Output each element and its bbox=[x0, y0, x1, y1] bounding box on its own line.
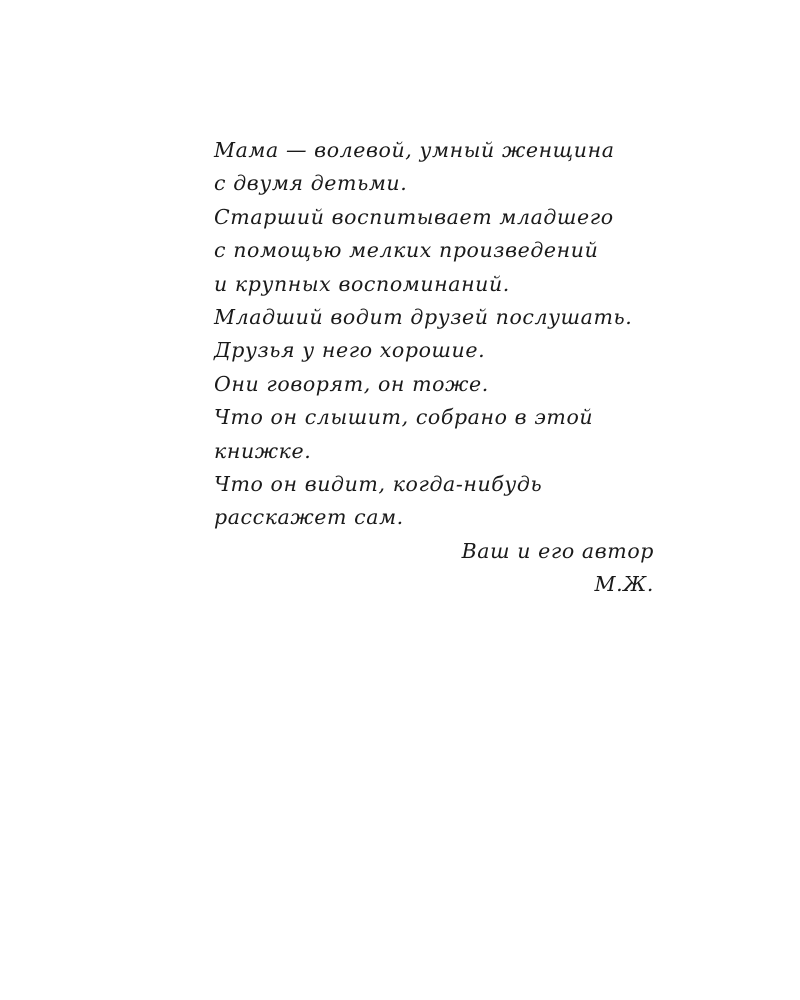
text-line: Младший водит друзей послушать. bbox=[214, 305, 633, 330]
text-line: Друзья у него хорошие. bbox=[214, 338, 486, 363]
text-line: с двумя детьми. bbox=[214, 171, 408, 196]
text-line: и крупных воспоминаний. bbox=[214, 271, 510, 296]
text-line: Они говорят, он тоже. bbox=[214, 371, 489, 396]
signature-initials: М.Ж. bbox=[594, 572, 654, 597]
signature-line-1: Ваш и его автор bbox=[461, 538, 654, 563]
text-line: расскажет сам. bbox=[214, 505, 404, 530]
text-line: Мама — волевой, умный женщина bbox=[214, 138, 615, 162]
dedication-text bbox=[214, 134, 654, 602]
text-line: Что он видит, когда-нибудь bbox=[214, 472, 543, 497]
text-line: с помощью мелких произведений bbox=[214, 238, 599, 263]
text-line: книжке. bbox=[214, 438, 312, 463]
text-line: Что он слышит, собрано в этой bbox=[214, 405, 594, 430]
text-line: Старший воспитывает младшего bbox=[214, 204, 614, 229]
